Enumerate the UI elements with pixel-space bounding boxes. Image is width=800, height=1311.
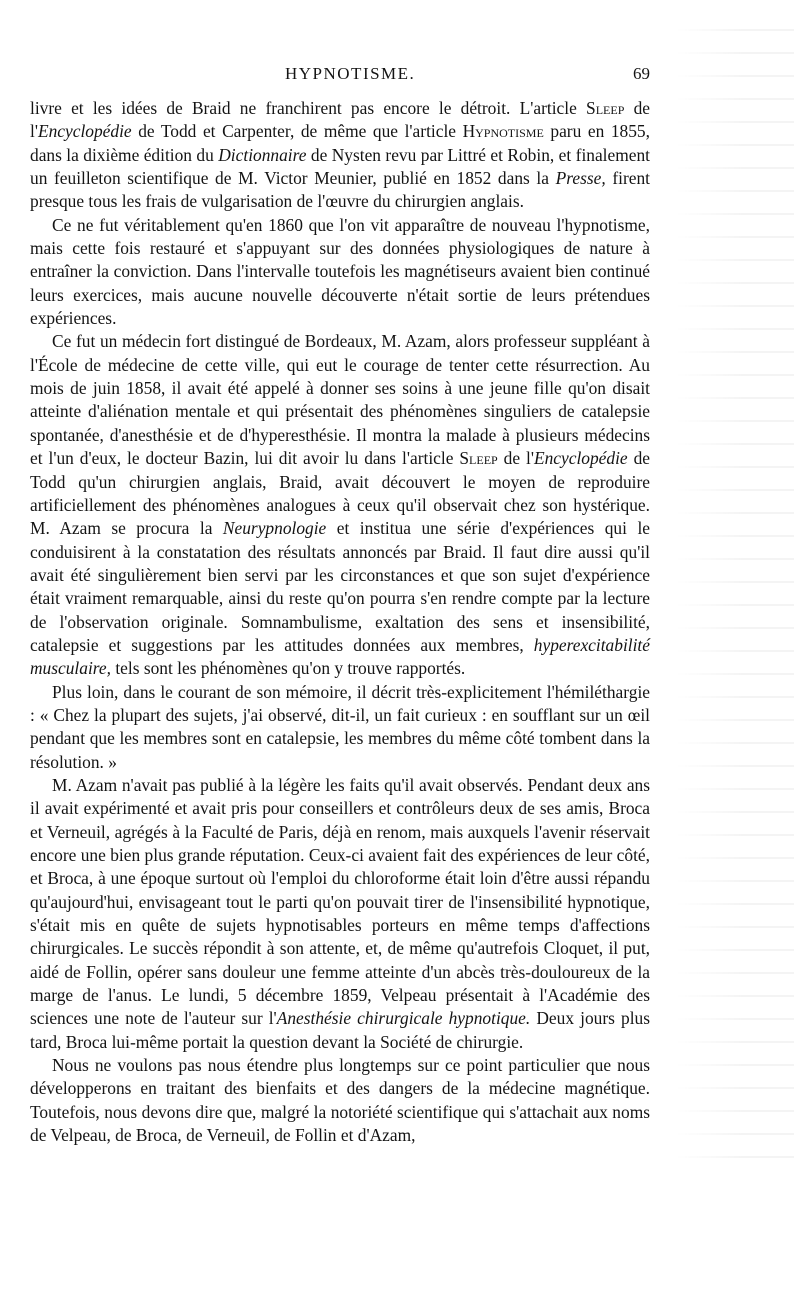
scan-margin-artifact — [676, 20, 794, 1170]
paragraph-3 — [30, 330, 650, 680]
text-run: de Todd et Carpenter, de même que l'article — [131, 121, 463, 142]
italic-term: hyperexcitabilité musculaire, — [30, 634, 650, 679]
text-run: paru en 1855, dans la dixième édition du — [30, 121, 650, 165]
italic-title: Presse, — [555, 168, 606, 189]
text-run: tels sont les phénomènes qu'on y trouve rapportés. — [110, 658, 466, 679]
small-caps-term: Sleep — [459, 448, 498, 469]
text-run: de l' — [497, 448, 534, 469]
body-text — [30, 97, 650, 1147]
paragraph-2: Ce ne fut véritablement qu'en 1860 que l'on vit apparaître de nouveau l'hypnotisme, mais cette fois restauré et s'appuyant sur des données physiologiques de nature à entraîner la conviction. Dans l'intervalle toutefois les magnétiseurs avaient bien continué leurs exercices, mais aucune nouvelle découverte n'était sortie de leurs prétendues expériences. — [30, 214, 650, 329]
paragraph-4: Plus loin, dans le courant de son mémoire, il décrit très-explicitement l'hémiléthargie : « Chez la plupart des sujets, j'ai observé, dit-il, un fait curieux : en soufflant sur un œil pendant que les membres sont en catalepsie, les membres du même côté tombent dans la résolution. » — [30, 681, 650, 772]
running-head: HYPNOTISME. — [285, 64, 416, 83]
italic-title: Dictionnaire — [218, 144, 307, 165]
italic-title: Neurypnologie — [222, 518, 327, 539]
italic-title: Encyclopédie — [533, 448, 628, 469]
paragraph-5 — [30, 774, 650, 1054]
text-run: M. Azam n'avait pas publié à la légère les faits qu'il avait observés. Pendant deux ans il avait expérimenté et avait pris pour conseillers et contrôleurs deux de ses amis, Broca et Verneuil, agrégés à la Faculté de Paris, déjà en renom, mais auxquels l'avenir réservait encore une bien plus grande réputation. Ceux-ci avaient fait des expériences de leur côté, et Broca, à une époque surtout où l'emploi du chloroforme était loin d'être aussi répandu qu'aujourd'hui, envisageant tout le parti qu'on pouvait tirer de l'insensibilité hypnotique, s'était mis en quête de sujets hypnotisables porteurs en même temps d'affections chirurgicales. Le succès répondit à son attente, et, de même qu'autrefois Cloquet, il put, aidé de Follin, opérer sans douleur une femme atteinte d'un abcès très-douloureux de la marge de l'anus. Le lundi, 5 décembre 1859, Velpeau présentait à l'Académie des sciences une note de l'auteur sur l' — [30, 774, 650, 1029]
text-run: firent presque tous les frais de vulgarisation de l'œuvre du chirurgien anglais. — [30, 168, 650, 212]
text-run: de Nysten revu par Littré et Robin, et finalement un feuilleton scientifique de M. Victor Meunier, publié en 1852 dans la — [30, 144, 651, 189]
text-run: de l' — [30, 98, 651, 142]
text-run: Deux jours plus tard, Broca lui-même portait la question devant la Société de chirurgie. — [30, 1008, 651, 1052]
text-run: et institua une série d'expériences qui le conduisirent à la constatation des résultats annoncés par Braid. Il faut dire aussi qu'il avait été singulièrement bien servi par les circonstances et que son sujet d'expérience était vraiment remarquable, ainsi du reste qu'on pourra s'en rendre compte par la lecture de l'observation originale. Somnambulisme, exaltation des sens et insensibilité, catalepsie et suggestions par les attitudes données aux membres, — [30, 518, 650, 655]
text-run: de Todd qu'un chirurgien anglais, Braid, avait découvert le moyen de reproduire artificiellement des phénomènes analogues à ceux qu'il observait chez son hystérique. M. Azam se procura la — [30, 448, 650, 539]
text-run: livre et les idées de Braid ne franchirent pas encore le détroit. L'article — [30, 98, 587, 118]
paragraph-6: Nous ne voulons pas nous étendre plus longtemps sur ce point particulier que nous développerons en traitant des bienfaits et des dangers de la médecine magnétique. Toutefois, nous devons dire que, malgré la notoriété scientifique qui s'attachait aux noms de Velpeau, de Broca, de Verneuil, de Follin et d'Azam, — [30, 1055, 650, 1146]
paragraph-1 — [30, 97, 650, 214]
italic-title: Anesthésie chirurgicale hypnotique. — [276, 1008, 531, 1029]
italic-title: Encyclopédie — [37, 121, 132, 142]
small-caps-term: Hypnotisme — [462, 121, 544, 142]
page-header — [255, 64, 650, 90]
small-caps-term: Sleep — [586, 98, 625, 118]
text-run: Ce fut un médecin fort distingué de Bordeaux, M. Azam, alors professeur suppléant à l'École de médecine de cette ville, qui eut le courage de tenter cette résurrection. Au mois de juin 1858, il avait été appelé à donner ses soins à une jeune fille qu'on disait atteinte d'aliénation mentale et qui présentait des phénomènes singuliers de catalepsie spontanée, d'anesthésie et de d'hyperesthésie. Il montra la malade à plusieurs médecins et l'un d'eux, le docteur Bazin, lui dit avoir lu dans l'article — [30, 331, 650, 469]
page-number: 69 — [633, 64, 650, 83]
